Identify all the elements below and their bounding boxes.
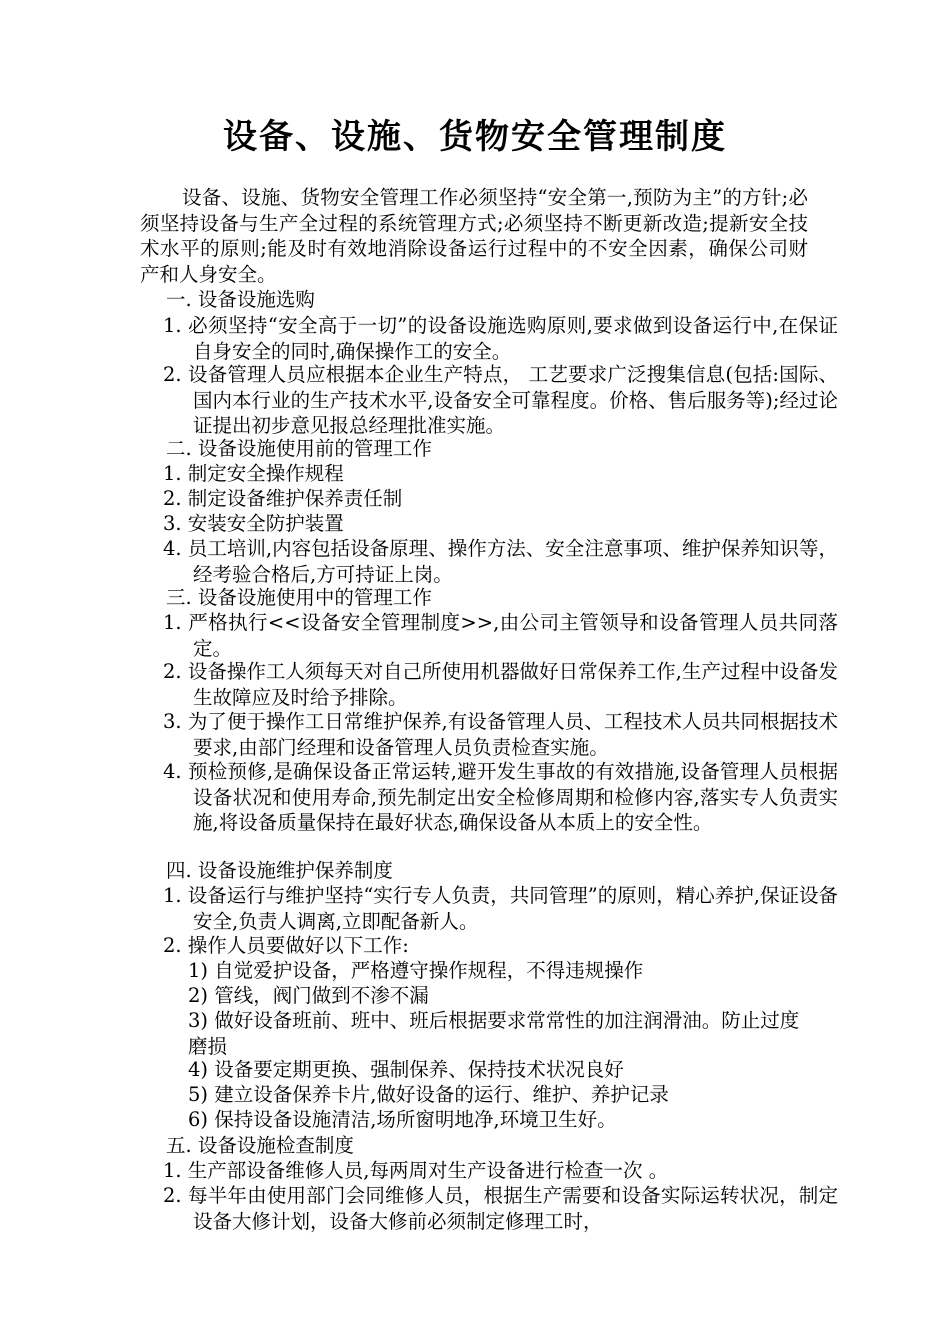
section-heading-2: 二. 设备设施使用前的管理工作 (166, 437, 432, 460)
list-item: 1. 制定安全操作规程 (163, 462, 344, 485)
list-item: 1. 严格执行<<设备安全管理制度>>,由公司主管领导和设备管理人员共同落定。 (163, 611, 838, 660)
list-item: 2. 每半年由使用部门会同维修人员，根据生产需要和设备实际运转状况，制定设备大修计划，设备大修前必须制定修理工时， (163, 1184, 838, 1233)
list-item: 1. 必须坚持“安全高于一切”的设备设施选购原则,要求做到设备运行中,在保证自身安全的同时,确保操作工的安全。 (163, 314, 838, 363)
sub-list-item: 4) 设备要定期更换、强制保养、保持技术状况良好 (188, 1058, 624, 1081)
sub-list-item: 3) 做好设备班前、班中、班后根据要求常常性的加注润滑油。防止过度磨损 (188, 1009, 800, 1058)
list-item: 3. 为了便于操作工日常维护保养,有设备管理人员、工程技术人员共同根据技术要求,由部门经理和设备管理人员负责检查实施。 (163, 710, 838, 759)
document-title: 设备、设施、货物安全管理制度 (223, 117, 727, 157)
section-heading-1: 一. 设备设施选购 (166, 288, 315, 311)
list-item: 4. 预检预修,是确保设备正常运转,避开发生事故的有效措施,设备管理人员根据设备状况和使用寿命,预先制定出安全检修周期和检修内容,落实专人负责实施,将设备质量保持在最好状态,确保设备从本质上的安全性。 (163, 760, 838, 834)
section-heading-3: 三. 设备设施使用中的管理工作 (166, 586, 432, 609)
list-item: 2. 制定设备维护保养责任制 (163, 487, 403, 510)
list-item: 4. 员工培训,内容包括设备原理、操作方法、安全注意事项、维护保养知识等，经考验合格后,方可持证上岗。 (163, 537, 838, 586)
list-item: 2. 设备管理人员应根据本企业生产特点， 工艺要求广泛搜集信息(包括:国际、国内本行业的生产技术水平,设备安全可靠程度。价格、售后服务等);经过论证提出初步意见报总经理批准实施。 (163, 363, 838, 437)
list-item: 1. 生产部设备维修人员,每两周对生产设备进行检查一次 。 (163, 1159, 669, 1182)
list-item: 2. 设备操作工人须每天对自己所使用机器做好日常保养工作,生产过程中设备发生故障应及时给予排除。 (163, 660, 838, 709)
list-item: 3. 安装安全防护装置 (163, 512, 344, 535)
sub-list-item: 2) 管线，阀门做到不渗不漏 (188, 984, 429, 1007)
sub-list-item: 6) 保持设备设施清洁,场所窗明地净,环境卫生好。 (188, 1108, 617, 1131)
section-heading-5: 五. 设备设施检查制度 (166, 1134, 354, 1157)
section-heading-4: 四. 设备设施维护保养制度 (166, 859, 393, 882)
intro-paragraph: 设备、设施、货物安全管理工作必须坚持“安全第一,预防为主”的方针;必须坚持设备与生产全过程的系统管理方式;必须坚持不断更新改造;提新安全技术水平的原则;能及时有效地消除设备运行过程中的不安全因素，确保公司财产和人身安全。 (140, 186, 808, 286)
sub-list-item: 1) 自觉爱护设备，严格遵守操作规程，不得违规操作 (188, 959, 644, 982)
list-item: 1. 设备运行与维护坚持“实行专人负责，共同管理”的原则，精心养护,保证设备安全,负责人调离,立即配备新人。 (163, 884, 838, 933)
sub-list-item: 5) 建立设备保养卡片,做好设备的运行、维护、养护记录 (188, 1083, 669, 1106)
list-item: 2. 操作人员要做好以下工作: (163, 934, 409, 957)
